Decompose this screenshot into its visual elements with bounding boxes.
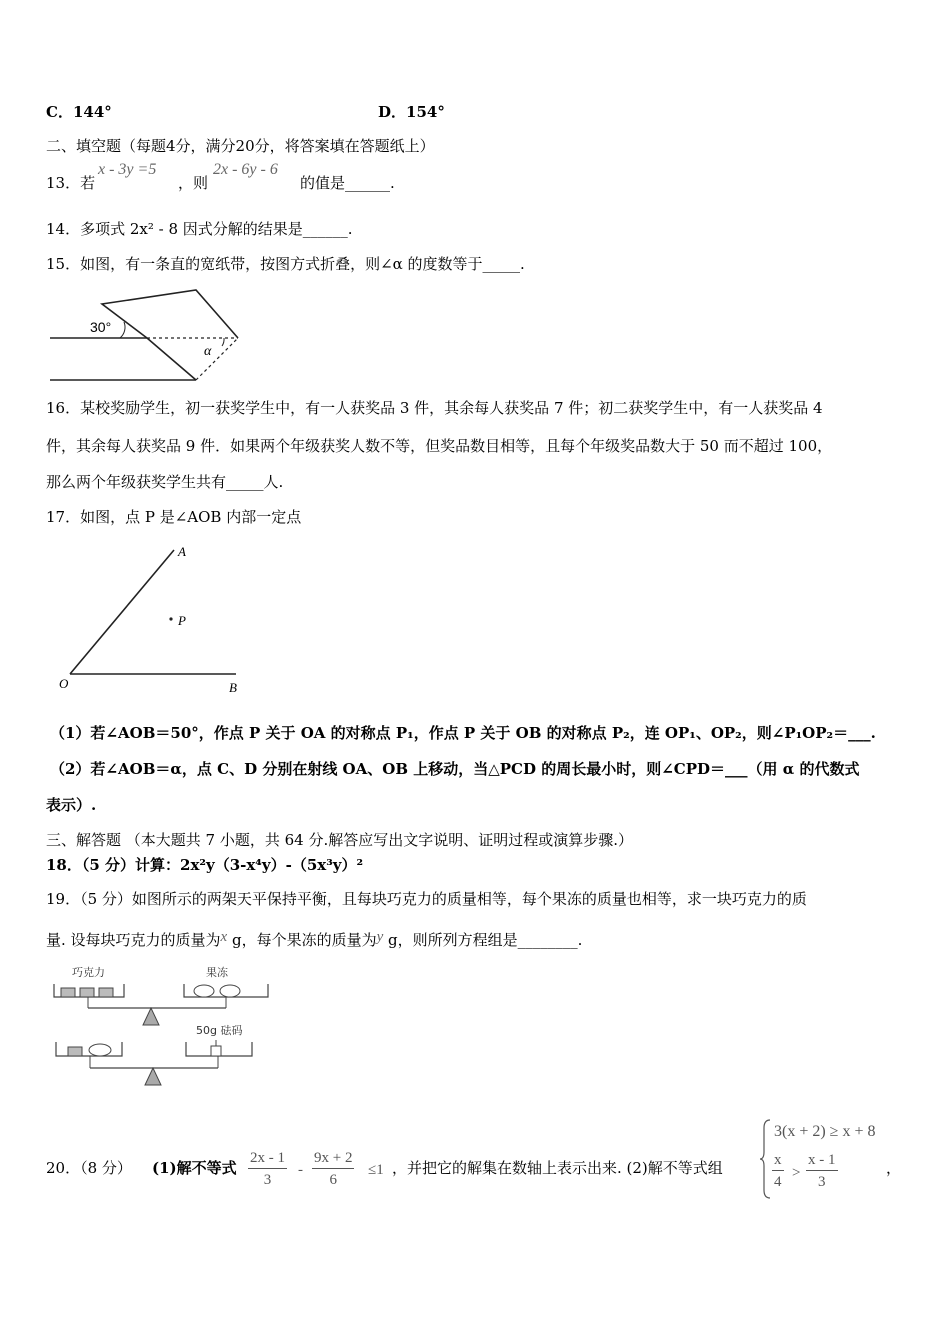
q19-var-x: x <box>220 929 228 945</box>
q19-var-y: y <box>376 929 384 945</box>
q17-figure <box>56 540 256 700</box>
q15-angle-label: 30° <box>90 319 112 335</box>
q13-mid: ，则 <box>178 174 209 192</box>
q17-part2-line2: 表示）. <box>46 796 97 814</box>
q20-gt: > <box>792 1165 801 1181</box>
q20-system-brace <box>760 1118 772 1200</box>
q20-sys2-right <box>806 1150 838 1193</box>
q13-expr2: 2x - 6y - 6 <box>213 161 278 178</box>
q15-text: 15．如图，有一条直的宽纸带，按图方式折叠，则∠α 的度数等于_____. <box>46 255 525 273</box>
q20-frac1 <box>248 1148 287 1191</box>
q15-alpha-label: α <box>204 344 212 359</box>
q19-line2-c: g，则所列方程组是________. <box>383 931 583 949</box>
q19-line2-a: 量. 设每块巧克力的质量为 <box>46 931 221 949</box>
q20-sys2-den-l: 4 <box>774 1174 782 1190</box>
q20-sys1: 3(x + 2) ≥ x + 8 <box>774 1123 876 1140</box>
q17-label-b: B <box>229 680 237 695</box>
q19-line2-b: g，每个果冻的质量为 <box>227 931 377 949</box>
choice-c: C．144° <box>46 103 112 121</box>
q16-line1: 16．某校奖励学生，初一获奖学生中，有一人获奖品 3 件，其余每人获奖品 7 件；初二获奖学生中，有一人获奖品 4 <box>46 399 823 417</box>
q16-line3: 那么两个年级获奖学生共有_____人. <box>46 473 284 491</box>
q20-leq: ≤1 <box>368 1162 384 1178</box>
q19-label-weight: 50g 砝码 <box>196 1024 243 1037</box>
q17-label-o: O <box>59 676 69 691</box>
q20-frac1-num: 2x - 1 <box>248 1148 287 1169</box>
q20-part1-label <box>152 1158 237 1178</box>
section3-title: 三、解答题 （本大题共 7 小题，共 64 分.解答应写出文字说明、证明过程或演算步骤.） <box>46 831 634 849</box>
q18-text: 18．（5 分）计算：2x²y（3-x⁴y）-（5x³y）² <box>46 856 364 874</box>
q20-tail: ， <box>886 1159 902 1177</box>
q19-line1: 19．（5 分）如图所示的两架天平保持平衡，且每块巧克力的质量相等，每个果冻的质量也相等，求一块巧克力的质 <box>46 890 807 908</box>
choice-d: D．154° <box>378 103 445 121</box>
q17-part2-line1: （2）若∠AOB＝α，点 C、D 分别在射线 OA、OB 上移动，当△PCD 的周长最小时，则∠CPD＝___（用 α 的代数式 <box>50 760 860 778</box>
q19-label-choc: 巧克力 <box>72 966 105 979</box>
q17-part1: （1）若∠AOB＝50°，作点 P 关于 OA 的对称点 P₁，作点 P 关于 OB 的对称点 P₂，连 OP₁、OP₂，则∠P₁OP₂＝___. <box>50 724 876 742</box>
q20-mid: ，并把它的解集在数轴上表示出来. (2)解不等式组 <box>392 1159 723 1177</box>
q20-frac1-den: 3 <box>263 1172 272 1188</box>
q13-prefix: 13．若 <box>46 174 96 192</box>
q17-label-p: P <box>178 613 186 628</box>
q15-figure <box>46 284 246 386</box>
q13-expr1: x - 3y =5 <box>98 161 157 178</box>
section2-title: 二、填空题（每题4分，满分20分，将答案填在答题纸上） <box>46 137 435 155</box>
q20-sys2-num-r: x - 1 <box>806 1150 838 1171</box>
q20-sys2-left <box>772 1150 784 1193</box>
q16-line2: 件，其余每人获奖品 9 件．如果两个年级获奖人数不等，但奖品数目相等，且每个年级奖品数大于 50 而不超过 100， <box>46 437 833 455</box>
q20-sys2-num-l: x <box>772 1150 784 1171</box>
q17-label-a: A <box>178 544 186 559</box>
q20-part1-marker: (1)解不等式 <box>152 1159 237 1177</box>
q20-prefix: 20．（8 分） <box>46 1159 132 1177</box>
q19-label-jelly: 果冻 <box>206 966 228 979</box>
q13-tail: 的值是______. <box>300 174 395 192</box>
q17-text: 17．如图，点 P 是∠AOB 内部一定点 <box>46 508 302 526</box>
q19-balance-figure <box>46 964 286 1094</box>
q14-text: 14．多项式 2x² - 8 因式分解的结果是______. <box>46 220 353 238</box>
q19-line2 <box>46 927 582 950</box>
q20-frac2-num: 9x + 2 <box>312 1148 354 1169</box>
q20-minus: - <box>298 1162 303 1178</box>
q20-sys2-den-r: 3 <box>818 1174 826 1190</box>
q20-frac2 <box>312 1148 354 1191</box>
q20-frac2-den: 6 <box>329 1172 337 1188</box>
